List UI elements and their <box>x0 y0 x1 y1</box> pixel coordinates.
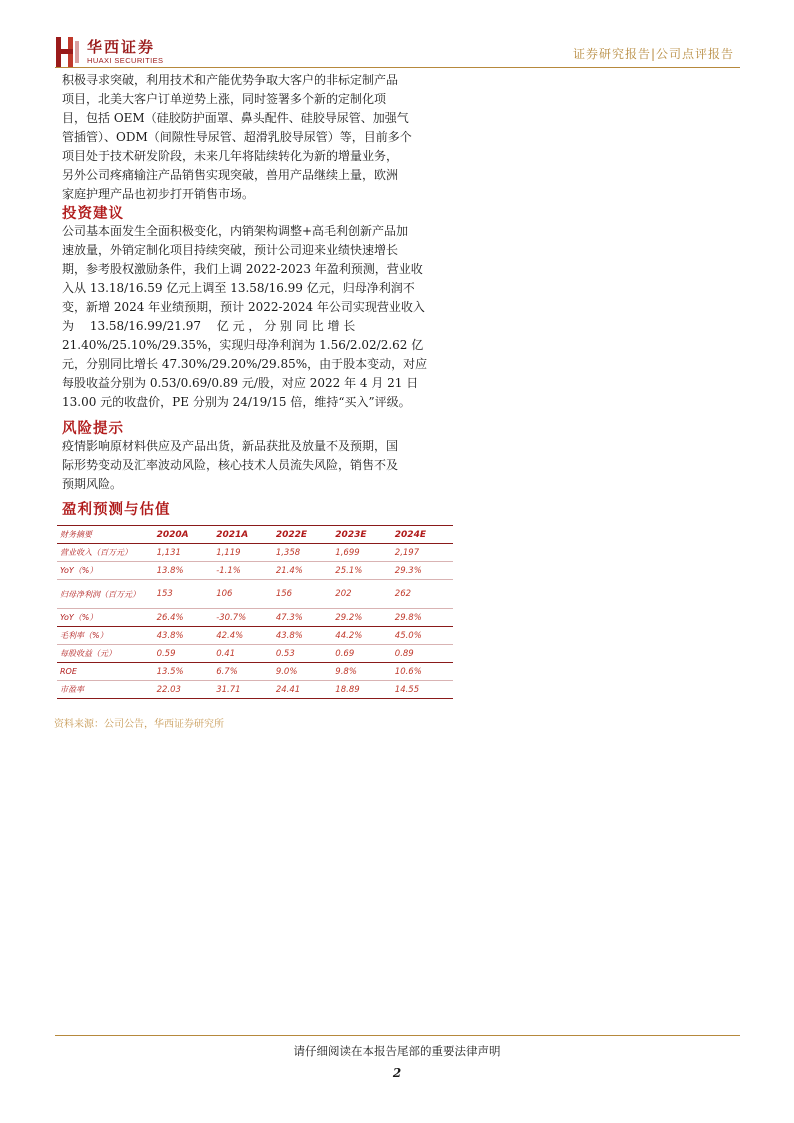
company-logo <box>55 35 195 71</box>
table-cell: 153 <box>154 580 214 609</box>
text-line: 期，参考股权激励条件，我们上调 2022-2023 年盈利预测，营业收 <box>62 262 423 276</box>
row-label: 毛利率（%） <box>57 627 154 645</box>
table-cell: 156 <box>273 580 332 609</box>
text-line: 目，包括 OEM（硅胶防护面罩、鼻头配件、硅胶导尿管、加强气 <box>62 111 409 125</box>
text-line: 项目，北美大客户订单逆势上涨，同时签署多个新的定制化项 <box>62 92 387 106</box>
table-cell: 24.41 <box>273 681 332 699</box>
table-cell: 106 <box>213 580 273 609</box>
table-cell: 0.59 <box>154 645 214 663</box>
table-cell: 202 <box>332 580 391 609</box>
table-cell: 29.8% <box>392 609 453 627</box>
row-label: 营业收入（百万元） <box>57 544 154 562</box>
table-cell: 1,358 <box>273 544 332 562</box>
table-header-label: 财务摘要 <box>57 526 154 544</box>
source-note: 资料来源：公司公告，华西证券研究所 <box>54 719 224 730</box>
text-line: 21.40%/25.10%/29.35%，实现归母净利润为 1.56/2.02/2.62 亿 <box>62 338 424 352</box>
brand-name-en: HUAXI SECURITIES <box>87 56 164 65</box>
year-header: 2021A <box>213 526 273 544</box>
table-cell: 13.8% <box>154 562 214 580</box>
risk-paragraph <box>62 437 466 494</box>
text-line: 另外公司疼痛输注产品销售实现突破，兽用产品继续上量，欧洲 <box>62 168 399 182</box>
table-cell: -30.7% <box>213 609 273 627</box>
year-header: 2022E <box>273 526 332 544</box>
text-line: 速放量，外销定制化项目持续突破，预计公司迎来业绩快速增长 <box>62 243 399 257</box>
table-row <box>57 562 453 580</box>
page-number: 2 <box>392 1066 402 1080</box>
table-cell: 31.71 <box>213 681 273 699</box>
table-cell: 43.8% <box>154 627 214 645</box>
year-header: 2023E <box>332 526 391 544</box>
text-line: 家庭护理产品也初步打开销售市场。 <box>62 187 255 201</box>
brand-name-cn: 华西证券 <box>87 38 156 56</box>
table-cell: 9.8% <box>332 663 391 681</box>
table-cell: 45.0% <box>392 627 453 645</box>
table-row <box>57 645 453 663</box>
footer-divider <box>55 1035 740 1036</box>
row-label: YoY（%） <box>57 609 154 627</box>
table-cell: 47.3% <box>273 609 332 627</box>
text-line: 公司基本面发生全面积极变化，内销架构调整+高毛利创新产品加 <box>62 224 409 238</box>
legal-disclaimer: 请仔细阅读在本报告尾部的重要法律声明 <box>293 1044 501 1058</box>
table-cell: 29.2% <box>332 609 391 627</box>
risk-heading: 风险提示 <box>62 421 124 437</box>
table-cell: 10.6% <box>392 663 453 681</box>
table-cell: 13.5% <box>154 663 214 681</box>
table-cell: 0.41 <box>213 645 273 663</box>
table-cell: 1,699 <box>332 544 391 562</box>
text-line: 管插管）、ODM（间隙性导尿管、超滑乳胶导尿管）等，目前多个 <box>62 130 412 144</box>
table-cell: 42.4% <box>213 627 273 645</box>
table-cell: 6.7% <box>213 663 273 681</box>
text-line: 变，新增 2024 年业绩预期，预计 2022-2024 年公司实现营业收入 <box>62 300 425 314</box>
table-cell: 29.3% <box>392 562 453 580</box>
year-header: 2024E <box>392 526 453 544</box>
table-cell: -1.1% <box>213 562 273 580</box>
table-cell: 1,119 <box>213 544 273 562</box>
table-row <box>57 609 453 627</box>
table-cell: 262 <box>392 580 453 609</box>
row-label: 市盈率 <box>57 681 154 699</box>
table-cell: 9.0% <box>273 663 332 681</box>
table-row <box>57 681 453 699</box>
table-row <box>57 580 453 609</box>
year-header: 2020A <box>154 526 214 544</box>
row-label: YoY（%） <box>57 562 154 580</box>
table-cell: 26.4% <box>154 609 214 627</box>
text-line: 项目处于技术研发阶段，未来几年将陆续转化为新的增量业务， <box>62 149 399 163</box>
investment-advice-paragraph <box>62 222 466 412</box>
intro-paragraph <box>62 71 466 204</box>
table-header-row <box>57 526 453 544</box>
table-cell: 22.03 <box>154 681 214 699</box>
table-cell: 2,197 <box>392 544 453 562</box>
table-cell: 18.89 <box>332 681 391 699</box>
forecast-heading: 盈利预测与估值 <box>62 502 171 518</box>
row-label: 每股收益（元） <box>57 645 154 663</box>
text-line: 预期风险。 <box>62 477 123 491</box>
text-line: 积极寻求突破，利用技术和产能优势争取大客户的非标定制产品 <box>62 73 399 87</box>
table-cell: 14.55 <box>392 681 453 699</box>
table-row <box>57 544 453 562</box>
row-label: ROE <box>57 663 154 681</box>
table-cell: 44.2% <box>332 627 391 645</box>
row-label: 归母净利润（百万元） <box>57 580 154 609</box>
text-line: 入从 13.18/16.59 亿元上调至 13.58/16.99 亿元，归母净利润不 <box>62 281 415 295</box>
table-cell: 0.69 <box>332 645 391 663</box>
table-cell: 43.8% <box>273 627 332 645</box>
huaxi-logo-icon <box>55 35 81 69</box>
header-divider <box>55 67 740 68</box>
forecast-table <box>57 525 453 699</box>
table-row <box>57 663 453 681</box>
text-line: 疫情影响原材料供应及产品出货，新品获批及放量不及预期，国 <box>62 439 399 453</box>
table-cell: 0.53 <box>273 645 332 663</box>
text-line: 为 13.58/16.99/21.97 亿 元 ， 分 别 同 比 增 长 <box>62 319 356 333</box>
text-line: 13.00 元的收盘价，PE 分别为 24/19/15 倍，维持“买入”评级。 <box>62 395 411 409</box>
table-cell: 21.4% <box>273 562 332 580</box>
investment-advice-heading: 投资建议 <box>62 206 124 222</box>
text-line: 元，分别同比增长 47.30%/29.20%/29.85%，由于股本变动，对应 <box>62 357 428 371</box>
text-line: 际形势变动及汇率波动风险，核心技术人员流失风险，销售不及 <box>62 458 399 472</box>
table-cell: 0.89 <box>392 645 453 663</box>
text-line: 每股收益分别为 0.53/0.69/0.89 元/股，对应 2022 年 4 月 21 日 <box>62 376 419 390</box>
table-cell: 1,131 <box>154 544 214 562</box>
report-type-label: 证券研究报告|公司点评报告 <box>572 47 734 61</box>
table-row <box>57 627 453 645</box>
table-cell: 25.1% <box>332 562 391 580</box>
